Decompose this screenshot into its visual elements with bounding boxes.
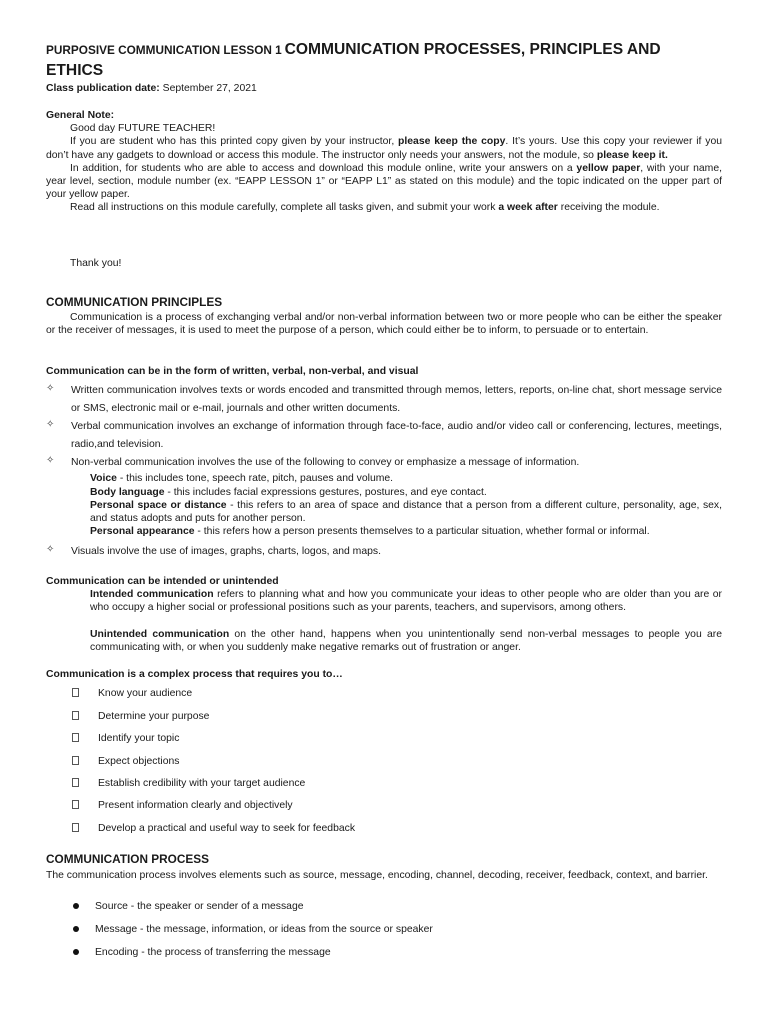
list-item: Source - the speaker or sender of a message <box>95 901 304 912</box>
list-item-nonverbal: ✧ Non-verbal communication involves the use of the following to convey or emphasize a message of information. <box>46 455 580 468</box>
list-item-written: ✧ Written communication involves texts or words encoded and transmitted through memos, letters, reports, on-line chat, short message service or SMS, electronic mail or e-mail, journals and other written documents. <box>46 383 722 414</box>
list-item: Identify your topic <box>98 733 180 744</box>
intended-heading: Communication can be intended or unintended <box>46 576 279 587</box>
bullet-dot-icon <box>73 926 79 932</box>
note-paragraph-1: If you are student who has this printed copy given by your instructor, please keep the copy. It’s yours. Use this copy your reviewer if you don’t have any gadgets to download or access this module. The instructor only needs your answers, not the module, so please keep it. <box>46 136 723 161</box>
diamond-bullet-icon: ✧ <box>46 455 55 466</box>
thank-you: Thank you! <box>70 258 122 269</box>
list-item: Present information clearly and objectively <box>98 800 293 811</box>
checkbox-icon <box>72 756 79 765</box>
complex-heading: Communication is a complex process that requires you to… <box>46 669 343 680</box>
nonverbal-personal-appearance: Personal appearance - this refers how a person presents themselves to a particular situation, whether formal or informal. <box>90 526 650 537</box>
note-paragraph-3: Read all instructions on this module carefully, complete all tasks given, and submit your work a week after receiving the module. <box>70 202 660 214</box>
forms-heading: Communication can be in the form of written, verbal, non-verbal, and visual <box>46 366 419 377</box>
nonverbal-voice: Voice - this includes tone, speech rate, pitch, pauses and volume. <box>90 473 394 484</box>
intended-communication: Intended communication refers to planning what and how you communicate your ideas to other people who are older than you are or who occupy a higher social or professional positions such as your parents, teachers, and supervisors, among others. <box>90 589 722 614</box>
diamond-bullet-icon: ✧ <box>46 383 55 394</box>
diamond-bullet-icon: ✧ <box>46 419 55 430</box>
greeting: Good day FUTURE TEACHER! <box>70 123 216 135</box>
list-item-visuals: ✧ Visuals involve the use of images, graphs, charts, logos, and maps. <box>46 544 381 557</box>
list-item: Encoding - the process of transferring the message <box>95 947 331 958</box>
list-item: Determine your purpose <box>98 711 210 722</box>
general-note-heading: General Note: <box>46 110 115 121</box>
checkbox-icon <box>72 778 79 787</box>
checkbox-icon <box>72 711 79 720</box>
publication-date: Class publication date: September 27, 2021 <box>46 83 257 94</box>
section-heading-principles: COMMUNICATION PRINCIPLES <box>46 295 223 309</box>
section-heading-process: COMMUNICATION PROCESS <box>46 852 209 866</box>
list-item-verbal: ✧ Verbal communication involves an exchange of information through face-to-face, audio and/or video call or conferencing, lectures, meetings, radio,and television. <box>46 419 722 450</box>
checkbox-icon <box>72 800 79 809</box>
list-item: Establish credibility with your target audience <box>98 778 306 789</box>
list-item: Know your audience <box>98 688 193 699</box>
list-item: Message - the message, information, or ideas from the source or speaker <box>95 924 433 935</box>
checkbox-icon <box>72 688 79 697</box>
checkbox-icon <box>72 733 79 742</box>
unintended-communication: Unintended communication on the other hand, happens when you unintentionally send non-verbal messages to people you are communicating with, or when you suddenly make negative remarks out of frustration or anger. <box>90 629 722 654</box>
principles-intro: Communication is a process of exchanging verbal and/or non-verbal information between two or more people who can be either the speaker or the receiver of messages, it is used to meet the purpose of a person, which could either be to inform, to persuade or to entertain. <box>46 312 722 337</box>
list-item: Develop a practical and useful way to seek for feedback <box>98 823 356 834</box>
checkbox-icon <box>72 823 79 832</box>
bullet-dot-icon <box>73 903 79 909</box>
document-title <box>46 40 722 82</box>
general-note <box>46 109 722 215</box>
nonverbal-body-language: Body language - this includes facial expressions gestures, postures, and eye contact. <box>90 487 487 498</box>
nonverbal-personal-space: Personal space or distance - this refers to an area of space and distance that a person from a different culture, personality, age, sex, and status adopts and puts for another person. <box>90 500 723 525</box>
list-item: Expect objections <box>98 756 180 767</box>
note-paragraph-2: In addition, for students who are able to access and download this module online, write your answers on a yellow paper, with your name, year level, section, module number (ex. “EAPP LESSON 1” or “EAPP L1” as stated on this module) and the topic indicated on the upper part of your yellow paper. <box>46 162 722 201</box>
diamond-bullet-icon: ✧ <box>46 544 55 555</box>
title-topic: COMMUNICATION PROCESSES, PRINCIPLES AND ETHICS <box>46 41 661 79</box>
process-intro: The communication process involves elements such as source, message, encoding, channel, decoding, receiver, feedback, context, and barrier. <box>46 870 708 881</box>
bullet-dot-icon <box>73 949 79 955</box>
title-course: PURPOSIVE COMMUNICATION LESSON 1 <box>46 43 282 57</box>
